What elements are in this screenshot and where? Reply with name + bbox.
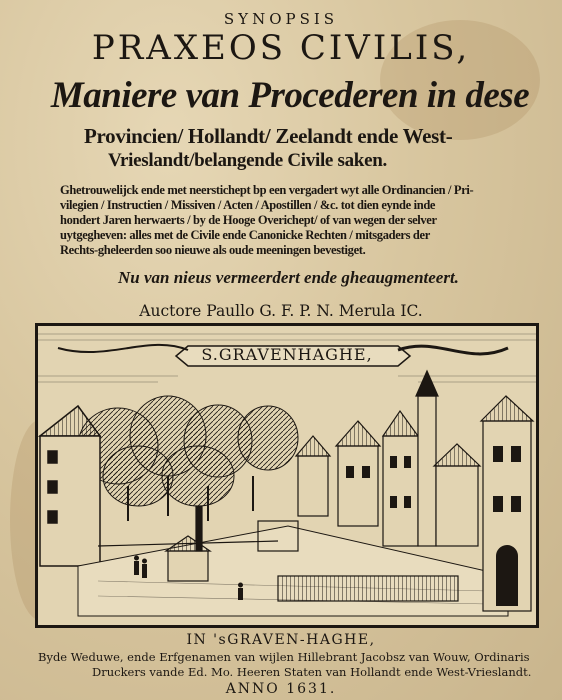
imprint-publisher-line: Byde Weduwe, ende Erfgenamen van wijlen Hillebrant Jacobsz van Wouw, Ordinaris	[38, 650, 530, 664]
imprint-year: ANNO 1631.	[225, 681, 337, 697]
author-line: Auctore Paullo G. F. P. N. Merula IC.	[139, 302, 423, 320]
body-line-1: Ghetrouwelijck ende met neerstichept bp een vergadert wyt alle Ordinancien / Pri-	[60, 183, 474, 197]
title-maniere: Maniere van Procederen in dese	[50, 75, 530, 116]
body-line-5: Rechts-gheleerden soo nieuwe als oude meeningen bevestiget.	[60, 243, 366, 257]
imprint-printer-line: Druckers vande Ed. Mo. Heeren Staten van Hollandt ende West-Vrieslandt.	[92, 665, 532, 679]
banner-place-name: S.GRAVENHAGHE,	[201, 345, 373, 364]
title-provinces-line: Provincien/ Hollandt/ Zeelandt ende West-	[84, 124, 453, 148]
imprint-place: IN 'sGRAVEN-HAGHE,	[186, 632, 376, 648]
woodcut-illustration	[35, 323, 539, 628]
title-subject-line: Vrieslandt/belangende Civile saken.	[108, 150, 387, 171]
title-praxeos: PRAXEOS CIVILIS,	[91, 28, 471, 68]
subtitle-augmented: Nu van nieus vermeerdert ende gheaugmenteert.	[118, 268, 459, 287]
title-synopsis: SYNOPSIS	[223, 10, 339, 28]
body-line-3: hondert Jaren herwaerts / by de Hooge Overichept/ of van wegen der selver	[60, 213, 437, 227]
woodcut-scene	[38, 326, 536, 625]
body-line-2: vilegien / Instructien / Missiven / Acten / Apostillen / &c. tot dien eynde inde	[60, 198, 436, 212]
body-line-4: uytgegheven: alles met de Civile ende Canonicke Rechten / mitsgaders der	[60, 228, 430, 242]
